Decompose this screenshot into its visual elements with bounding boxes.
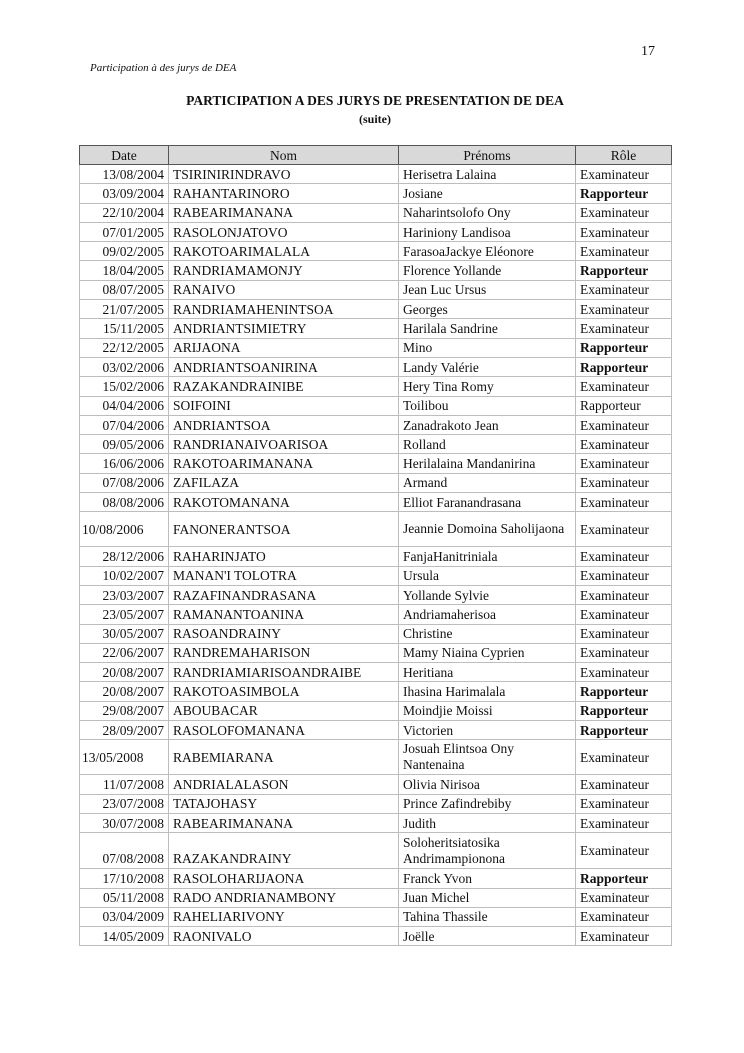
role-cell: Examinateur: [576, 547, 672, 566]
prenoms-cell: Herilalaina Mandanirina: [399, 454, 576, 473]
date-cell: 23/03/2007: [80, 585, 169, 604]
nom-cell: RAHANTARINORO: [169, 184, 399, 203]
prenoms-cell: Tahina Thassile: [399, 907, 576, 926]
nom-cell: RAZAKANDRAINIBE: [169, 377, 399, 396]
nom-cell: ANDRIALALASON: [169, 775, 399, 794]
role-cell: Examinateur: [576, 833, 672, 869]
date-cell: 22/12/2005: [80, 338, 169, 357]
table-row: [80, 663, 672, 682]
date-cell: 22/10/2004: [80, 203, 169, 222]
nom-cell: ANDRIANTSOA: [169, 415, 399, 434]
table-row: [80, 280, 672, 299]
table-row: [80, 547, 672, 566]
table-row: [80, 396, 672, 415]
table-row: [80, 454, 672, 473]
date-cell: 23/05/2007: [80, 605, 169, 624]
date-cell: 03/02/2006: [80, 357, 169, 376]
table-row: [80, 493, 672, 512]
table-row: [80, 357, 672, 376]
nom-cell: TATAJOHASY: [169, 794, 399, 813]
nom-cell: ABOUBACAR: [169, 701, 399, 720]
role-cell: Examinateur: [576, 624, 672, 643]
role-cell: Examinateur: [576, 300, 672, 319]
nom-cell: SOIFOINI: [169, 396, 399, 415]
prenoms-cell: Prince Zafindrebiby: [399, 794, 576, 813]
prenoms-cell: Hariniony Landisoa: [399, 222, 576, 241]
nom-cell: ANDRIANTSOANIRINA: [169, 357, 399, 376]
column-header-date: Date: [80, 146, 169, 165]
running-header: Participation à des jurys de DEA: [90, 62, 237, 74]
date-cell: 11/07/2008: [80, 775, 169, 794]
role-cell: Examinateur: [576, 242, 672, 261]
table-row: [80, 813, 672, 832]
role-cell: Examinateur: [576, 775, 672, 794]
prenoms-cell: Christine: [399, 624, 576, 643]
date-cell: 07/04/2006: [80, 415, 169, 434]
prenoms-cell: Ihasina Harimalala: [399, 682, 576, 701]
prenoms-cell: Judith: [399, 813, 576, 832]
role-cell: Rapporteur: [576, 869, 672, 888]
date-cell: 30/05/2007: [80, 624, 169, 643]
date-cell: 15/11/2005: [80, 319, 169, 338]
table-row: [80, 605, 672, 624]
nom-cell: FANONERANTSOA: [169, 512, 399, 547]
role-cell: Examinateur: [576, 888, 672, 907]
role-cell: Examinateur: [576, 415, 672, 434]
table-row: [80, 338, 672, 357]
nom-cell: RASOLONJATOVO: [169, 222, 399, 241]
role-cell: Rapporteur: [576, 357, 672, 376]
prenoms-cell: FarasoaJackye Eléonore: [399, 242, 576, 261]
prenoms-cell: Franck Yvon: [399, 869, 576, 888]
role-cell: Examinateur: [576, 907, 672, 926]
prenoms-cell: Landy Valérie: [399, 357, 576, 376]
role-cell: Examinateur: [576, 377, 672, 396]
nom-cell: RAKOTOMANANA: [169, 493, 399, 512]
date-cell: 30/07/2008: [80, 813, 169, 832]
role-cell: Examinateur: [576, 222, 672, 241]
date-cell: 08/07/2005: [80, 280, 169, 299]
table-row: [80, 682, 672, 701]
role-cell: Rapporteur: [576, 682, 672, 701]
date-cell: 07/01/2005: [80, 222, 169, 241]
date-cell: 29/08/2007: [80, 701, 169, 720]
prenoms-cell: Elliot Faranandrasana: [399, 493, 576, 512]
table-row: [80, 624, 672, 643]
nom-cell: RASOLOFOMANANA: [169, 721, 399, 740]
nom-cell: RANDRIAMIARISOANDRAIBE: [169, 663, 399, 682]
role-cell: Examinateur: [576, 643, 672, 662]
prenoms-cell: Yollande Sylvie: [399, 585, 576, 604]
prenoms-cell: Naharintsolofo Ony: [399, 203, 576, 222]
table-row: [80, 643, 672, 662]
prenoms-cell: Herisetra Lalaina: [399, 165, 576, 184]
date-cell: 03/09/2004: [80, 184, 169, 203]
date-cell: 05/11/2008: [80, 888, 169, 907]
date-cell: 18/04/2005: [80, 261, 169, 280]
role-cell: Rapporteur: [576, 721, 672, 740]
page-subtitle: (suite): [359, 112, 391, 126]
table-row: [80, 888, 672, 907]
page-title: PARTICIPATION A DES JURYS DE PRESENTATION DE DEA: [186, 93, 564, 108]
prenoms-cell: Joëlle: [399, 927, 576, 946]
date-cell: 09/02/2005: [80, 242, 169, 261]
date-cell: 04/04/2006: [80, 396, 169, 415]
date-cell: 20/08/2007: [80, 682, 169, 701]
nom-cell: MANAN'I TOLOTRA: [169, 566, 399, 585]
table-row: [80, 927, 672, 946]
table-row: [80, 740, 672, 775]
nom-cell: ZAFILAZA: [169, 473, 399, 492]
page-number: 17: [641, 44, 655, 59]
role-cell: Examinateur: [576, 605, 672, 624]
prenoms-cell: Harilala Sandrine: [399, 319, 576, 338]
table-row: [80, 566, 672, 585]
date-cell: 07/08/2008: [80, 833, 169, 869]
prenoms-cell: Florence Yollande: [399, 261, 576, 280]
prenoms-cell: Olivia Nirisoa: [399, 775, 576, 794]
table-row: [80, 203, 672, 222]
table-row: [80, 300, 672, 319]
nom-cell: RAKOTOARIMANANA: [169, 454, 399, 473]
column-header-nom: Nom: [169, 146, 399, 165]
date-cell: 20/08/2007: [80, 663, 169, 682]
table-row: [80, 473, 672, 492]
date-cell: 16/06/2006: [80, 454, 169, 473]
column-header-prenoms: Prénoms: [399, 146, 576, 165]
role-cell: Examinateur: [576, 566, 672, 585]
table-row: [80, 721, 672, 740]
column-header-role: Rôle: [576, 146, 672, 165]
prenoms-cell: Jean Luc Ursus: [399, 280, 576, 299]
prenoms-cell: Josiane: [399, 184, 576, 203]
prenoms-cell: FanjaHanitriniala: [399, 547, 576, 566]
prenoms-cell: Rolland: [399, 435, 576, 454]
role-cell: Examinateur: [576, 203, 672, 222]
date-cell: 03/04/2009: [80, 907, 169, 926]
role-cell: Rapporteur: [576, 701, 672, 720]
role-cell: Rapporteur: [576, 396, 672, 415]
role-cell: Examinateur: [576, 165, 672, 184]
table-row: [80, 907, 672, 926]
role-cell: Examinateur: [576, 663, 672, 682]
nom-cell: RABEARIMANANA: [169, 813, 399, 832]
nom-cell: ARIJAONA: [169, 338, 399, 357]
prenoms-cell: Soloheritsiatosika Andrimampionona: [399, 833, 576, 869]
table-row: [80, 415, 672, 434]
role-cell: Examinateur: [576, 927, 672, 946]
table-row: [80, 869, 672, 888]
table-row: [80, 794, 672, 813]
prenoms-cell: Victorien: [399, 721, 576, 740]
prenoms-cell: Georges: [399, 300, 576, 319]
table-row: [80, 165, 672, 184]
nom-cell: RAKOTOASIMBOLA: [169, 682, 399, 701]
date-cell: 10/02/2007: [80, 566, 169, 585]
role-cell: Rapporteur: [576, 184, 672, 203]
role-cell: Examinateur: [576, 454, 672, 473]
prenoms-cell: Mamy Niaina Cyprien: [399, 643, 576, 662]
role-cell: Examinateur: [576, 280, 672, 299]
nom-cell: RABEMIARANA: [169, 740, 399, 775]
role-cell: Examinateur: [576, 813, 672, 832]
role-cell: Examinateur: [576, 319, 672, 338]
table-row: [80, 377, 672, 396]
nom-cell: RAHELIARIVONY: [169, 907, 399, 926]
date-cell: 28/12/2006: [80, 547, 169, 566]
jury-table-body: [80, 165, 672, 946]
nom-cell: RANDRIANAIVOARISOA: [169, 435, 399, 454]
date-cell: 09/05/2006: [80, 435, 169, 454]
nom-cell: RASOLOHARIJAONA: [169, 869, 399, 888]
nom-cell: TSIRINIRINDRAVO: [169, 165, 399, 184]
nom-cell: RASOANDRAINY: [169, 624, 399, 643]
nom-cell: RANDREMAHARISON: [169, 643, 399, 662]
date-cell: 08/08/2006: [80, 493, 169, 512]
date-cell: 22/06/2007: [80, 643, 169, 662]
role-cell: Rapporteur: [576, 338, 672, 357]
table-row: [80, 242, 672, 261]
role-cell: Examinateur: [576, 740, 672, 775]
date-cell: 21/07/2005: [80, 300, 169, 319]
table-row: [80, 701, 672, 720]
role-cell: Examinateur: [576, 493, 672, 512]
date-cell: 13/08/2004: [80, 165, 169, 184]
prenoms-cell: Juan Michel: [399, 888, 576, 907]
nom-cell: RANAIVO: [169, 280, 399, 299]
prenoms-cell: Moindjie Moissi: [399, 701, 576, 720]
role-cell: Rapporteur: [576, 261, 672, 280]
prenoms-cell: Armand: [399, 473, 576, 492]
prenoms-cell: Josuah Elintsoa Ony Nantenaina: [399, 740, 576, 775]
prenoms-cell: Andriamaherisoa: [399, 605, 576, 624]
prenoms-cell: Mino: [399, 338, 576, 357]
role-cell: Examinateur: [576, 435, 672, 454]
prenoms-cell: Toilibou: [399, 396, 576, 415]
nom-cell: RAMANANTOANINA: [169, 605, 399, 624]
date-cell: 23/07/2008: [80, 794, 169, 813]
table-row: [80, 512, 672, 547]
nom-cell: RAZAFINANDRASANA: [169, 585, 399, 604]
table-row: [80, 222, 672, 241]
table-row: [80, 319, 672, 338]
table-row: [80, 435, 672, 454]
nom-cell: RANDRIAMAHENINTSOA: [169, 300, 399, 319]
prenoms-cell: Jeannie Domoina Saholijaona: [399, 512, 576, 547]
prenoms-cell: Heritiana: [399, 663, 576, 682]
nom-cell: RADO ANDRIANAMBONY: [169, 888, 399, 907]
prenoms-cell: Ursula: [399, 566, 576, 585]
table-header-row: [80, 146, 672, 165]
date-cell: 15/02/2006: [80, 377, 169, 396]
nom-cell: RAHARINJATO: [169, 547, 399, 566]
table-row: [80, 833, 672, 869]
date-cell: 07/08/2006: [80, 473, 169, 492]
table-row: [80, 184, 672, 203]
nom-cell: RAONIVALO: [169, 927, 399, 946]
nom-cell: RAKOTOARIMALALA: [169, 242, 399, 261]
role-cell: Examinateur: [576, 512, 672, 547]
prenoms-cell: Hery Tina Romy: [399, 377, 576, 396]
date-cell: 10/08/2006: [80, 512, 169, 547]
role-cell: Examinateur: [576, 585, 672, 604]
date-cell: 14/05/2009: [80, 927, 169, 946]
table-row: [80, 585, 672, 604]
date-cell: 13/05/2008: [80, 740, 169, 775]
nom-cell: ANDRIANTSIMIETRY: [169, 319, 399, 338]
date-cell: 28/09/2007: [80, 721, 169, 740]
nom-cell: RAZAKANDRAINY: [169, 833, 399, 869]
table-row: [80, 261, 672, 280]
role-cell: Examinateur: [576, 794, 672, 813]
role-cell: Examinateur: [576, 473, 672, 492]
table-row: [80, 775, 672, 794]
nom-cell: RANDRIAMAMONJY: [169, 261, 399, 280]
prenoms-cell: Zanadrakoto Jean: [399, 415, 576, 434]
jury-table: [79, 145, 672, 946]
date-cell: 17/10/2008: [80, 869, 169, 888]
nom-cell: RABEARIMANANA: [169, 203, 399, 222]
